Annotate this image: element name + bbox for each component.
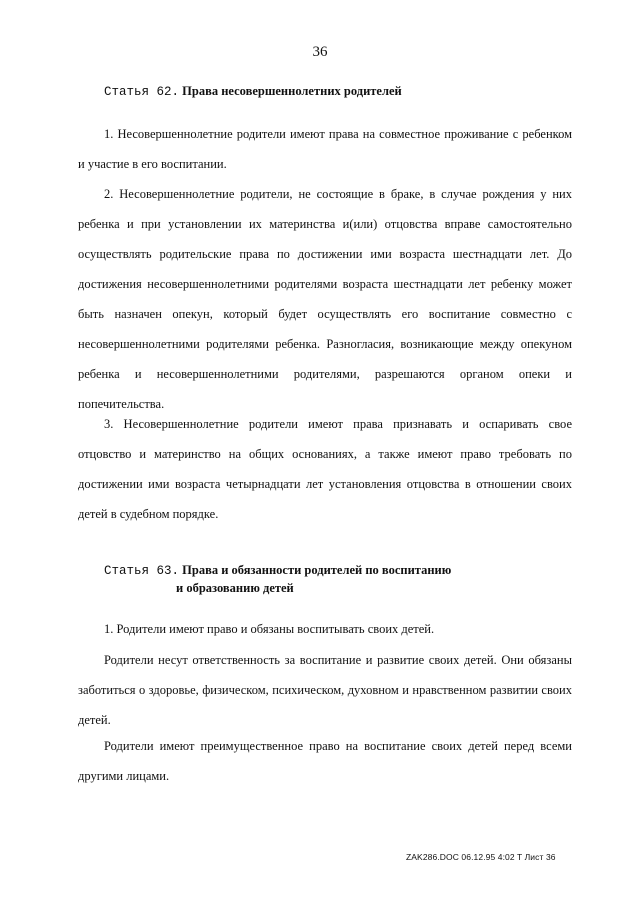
article-63-paragraph-3: Родители имеют преимущественное право на воспитание своих детей перед всеми другими лицами. <box>78 739 572 783</box>
article-62-paragraph-2: 2. Несовершеннолетние родители, не состоящие в браке, в случае рождения у них ребенка и при установлении их материнства и(или) отцовства вправе самостоятельно осуществлять родительские права по достижении ими возраста шестнадцати лет. До достижения несовершеннолетними родителями возраста шестнадцати лет ребенку может быть назначен опекун, который будет осуществлять его воспитание совместно с несовершеннолетними родителями ребенка. Разногласия, возникающие между опекуном ребенка и несовершеннолетними родителями, разрешаются органом опеки и попечительства. <box>78 187 572 411</box>
document-footer: ZAK286.DOC 06.12.95 4:02 T Лист 36 <box>406 852 556 862</box>
article-62-paragraph-1: 1. Несовершеннолетние родители имеют права на совместное проживание с ребенком и участие в его воспитании. <box>78 127 572 171</box>
article-62-label: Статья 62. <box>104 85 180 99</box>
article-63-label: Статья 63. <box>104 564 180 578</box>
page-number: 36 <box>312 44 328 60</box>
article-62-title: Права несовершеннолетних родителей <box>182 84 402 98</box>
article-62-paragraph-3: 3. Несовершеннолетние родители имеют права признавать и оспаривать свое отцовство и материнство на общих основаниях, а также имеют право требовать по достижении ими возраста четырнадцати лет установления отцовства в отношении своих детей в судебном порядке. <box>78 417 572 521</box>
article-63-title-line-1: Права и обязанности родителей по воспитанию <box>182 563 452 577</box>
article-63-paragraph-2: Родители несут ответственность за воспитание и развитие своих детей. Они обязаны заботиться о здоровье, физическом, психическом, духовном и нравственном развитии своих детей. <box>78 653 572 727</box>
article-63-heading <box>104 562 451 597</box>
article-62-heading <box>104 83 402 101</box>
article-63-paragraph-1: 1. Родители имеют право и обязаны воспитывать своих детей. <box>104 622 435 636</box>
article-63-title-line-2: и образованию детей <box>176 581 294 595</box>
